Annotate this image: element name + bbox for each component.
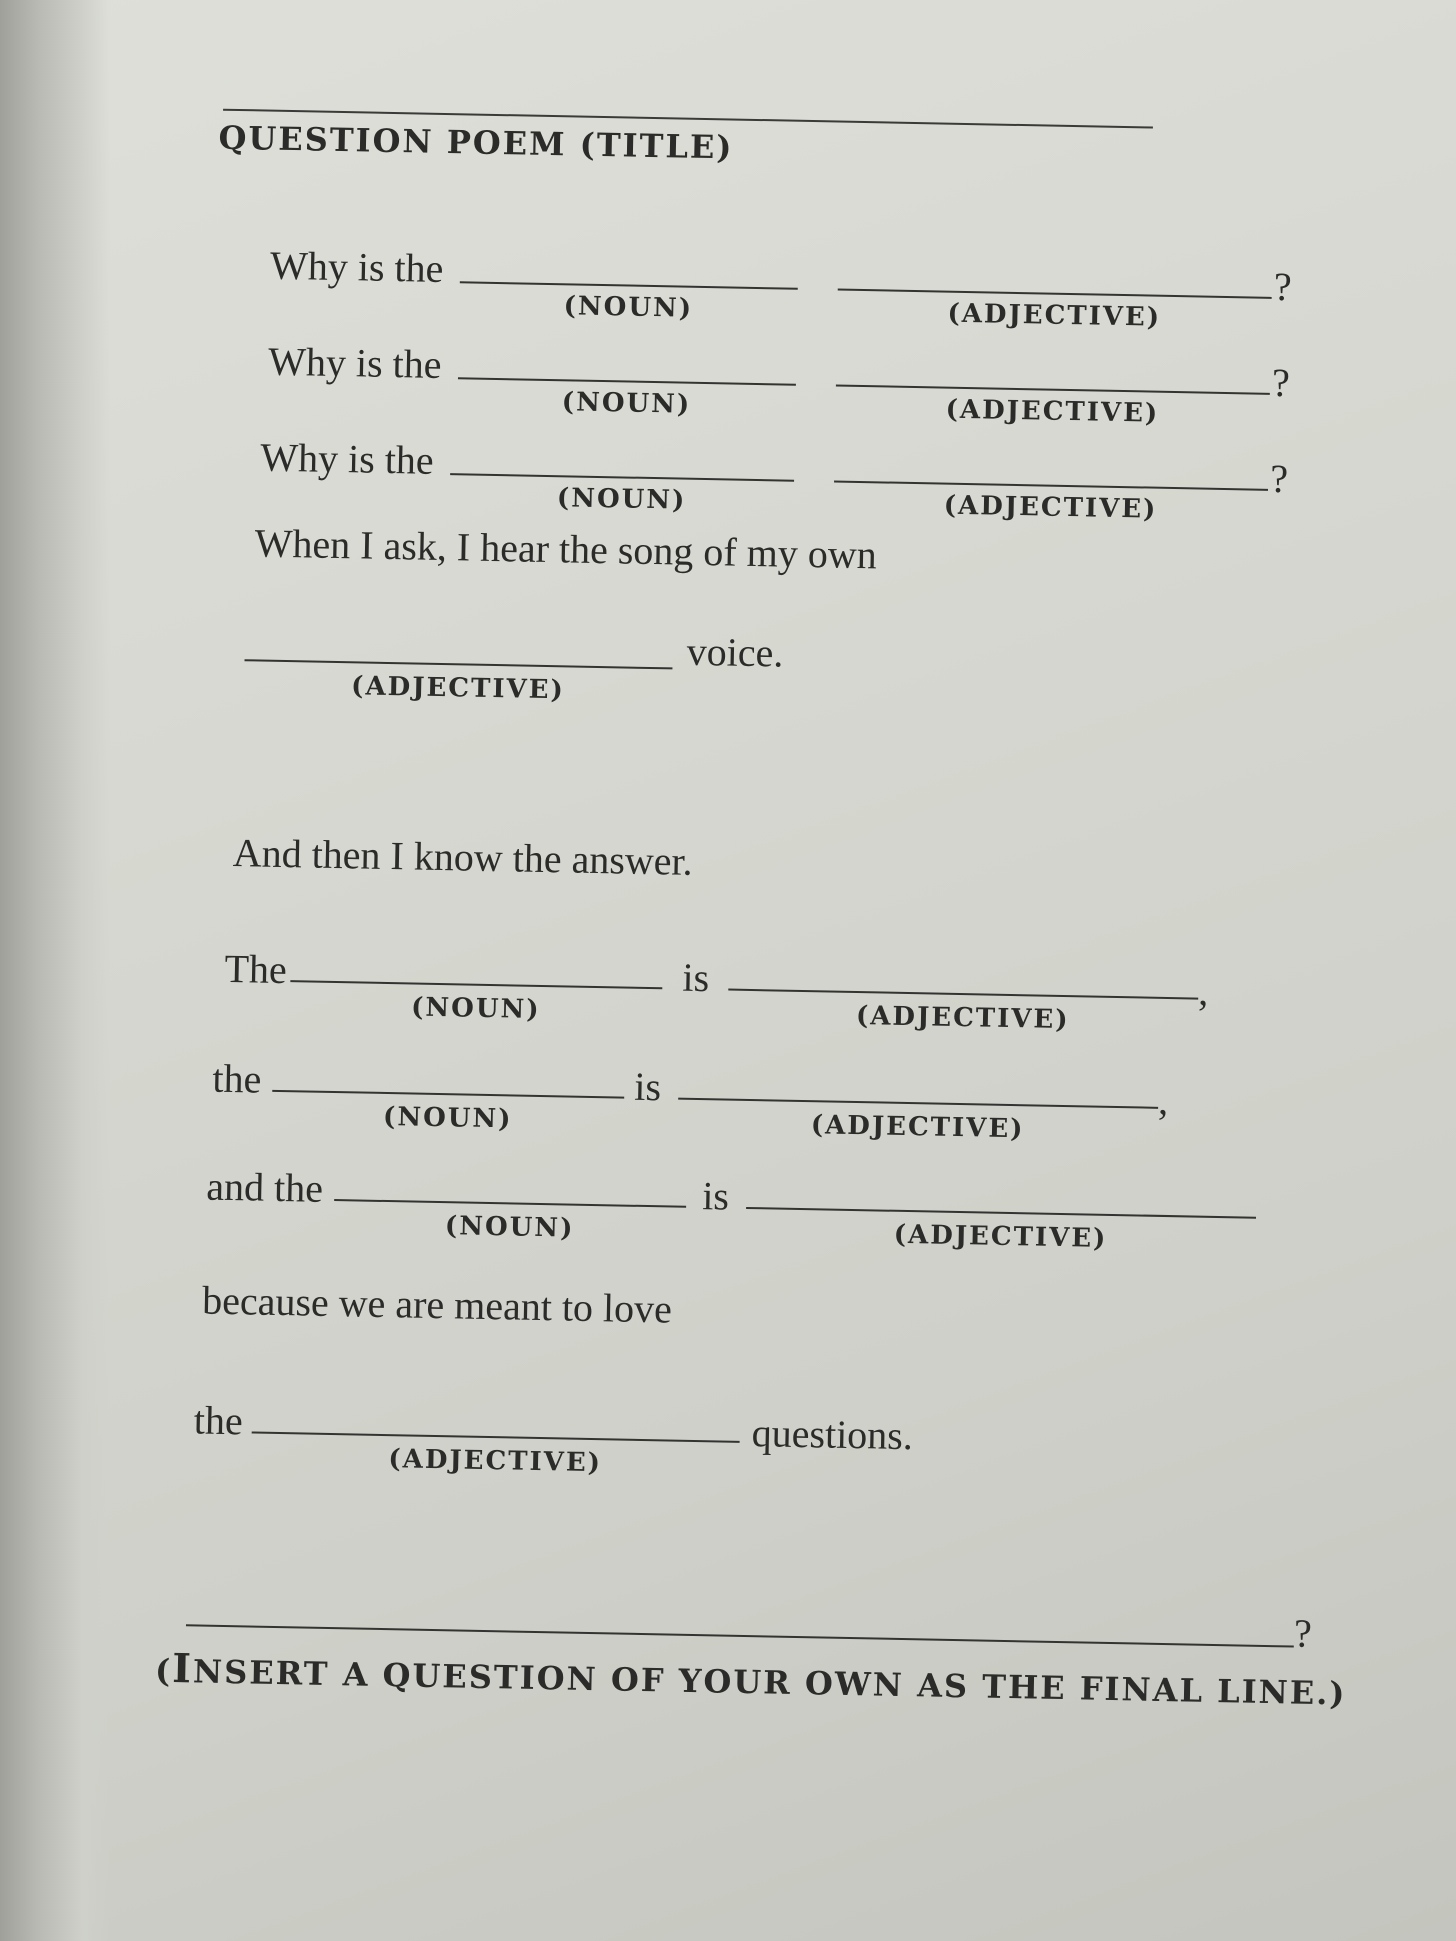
question-mark: ? xyxy=(1271,359,1291,406)
when-i-ask-line: When I ask, I hear the song of my own xyxy=(254,520,878,578)
question-mark: ? xyxy=(1269,455,1289,502)
question-mark: ? xyxy=(1273,263,1293,310)
instruction-initial: I xyxy=(171,1645,194,1693)
questions-text: questions. xyxy=(751,1410,914,1459)
page-title: QUESTION POEM (TITLE) xyxy=(218,118,734,167)
adjective-label: (ADJECTIVE) xyxy=(350,671,566,706)
questions-line xyxy=(0,1386,1446,1494)
noun-blank[interactable] xyxy=(460,281,798,289)
the-text: the xyxy=(193,1397,244,1444)
final-question-blank[interactable] xyxy=(186,1624,1294,1647)
adjective-blank[interactable] xyxy=(836,385,1270,395)
noun-label: (NOUN) xyxy=(410,992,541,1025)
why-text: Why is the xyxy=(259,434,435,483)
why-line-2 xyxy=(9,323,1456,431)
noun-label: (NOUN) xyxy=(561,387,692,420)
is-text: is xyxy=(682,954,710,1001)
and-the-text: and the xyxy=(205,1163,324,1211)
noun-blank[interactable] xyxy=(334,1199,686,1208)
adjective-blank[interactable] xyxy=(678,1098,1158,1109)
instruction-rest: NSERT A QUESTION OF YOUR OWN AS THE FINAL LINE.) xyxy=(192,1652,1347,1713)
is-text: is xyxy=(633,1063,662,1110)
noun-label: (NOUN) xyxy=(556,483,687,516)
adjective-label: (ADJECTIVE) xyxy=(943,490,1158,525)
comma: , xyxy=(1157,1077,1169,1124)
voice-text: voice. xyxy=(686,628,784,676)
adjective-blank[interactable] xyxy=(252,1431,740,1442)
adjective-blank[interactable] xyxy=(834,480,1268,490)
adjective-blank[interactable] xyxy=(728,989,1198,1000)
why-text: Why is the xyxy=(269,242,444,291)
noun-label: (NOUN) xyxy=(382,1101,513,1135)
noun-blank[interactable] xyxy=(272,1090,624,1099)
the-line-1 xyxy=(0,935,1455,1043)
noun-blank[interactable] xyxy=(458,377,796,385)
noun-label: (NOUN) xyxy=(444,1211,575,1244)
adjective-label: (ADJECTIVE) xyxy=(947,298,1162,333)
adjective-label: (ADJECTIVE) xyxy=(893,1219,1108,1254)
voice-line xyxy=(4,619,1456,727)
adjective-blank[interactable] xyxy=(746,1207,1256,1219)
comma: , xyxy=(1197,968,1209,1014)
adjective-blank[interactable] xyxy=(838,289,1272,299)
because-line: because we are meant to love xyxy=(201,1277,673,1332)
final-question-mark: ? xyxy=(1293,1610,1313,1656)
adjective-label: (ADJECTIVE) xyxy=(945,394,1160,429)
instruction-paren: ( xyxy=(154,1651,173,1691)
why-line-1 xyxy=(11,227,1456,335)
why-text: Why is the xyxy=(267,338,442,387)
and-then-line: And then I know the answer. xyxy=(232,830,694,884)
noun-blank[interactable] xyxy=(290,980,662,989)
the-text: The xyxy=(224,945,288,993)
noun-blank[interactable] xyxy=(450,473,794,482)
noun-label: (NOUN) xyxy=(563,291,694,324)
is-text: is xyxy=(701,1173,730,1219)
the-line-3 xyxy=(0,1153,1451,1261)
adjective-blank[interactable] xyxy=(245,659,673,669)
adjective-label: (ADJECTIVE) xyxy=(810,1110,1025,1145)
the-text: the xyxy=(212,1055,262,1102)
adjective-label: (ADJECTIVE) xyxy=(388,1444,603,1479)
final-line-instruction xyxy=(155,1645,1347,1715)
why-line-3 xyxy=(8,419,1456,527)
the-line-2 xyxy=(0,1045,1453,1153)
adjective-label: (ADJECTIVE) xyxy=(855,1001,1070,1036)
